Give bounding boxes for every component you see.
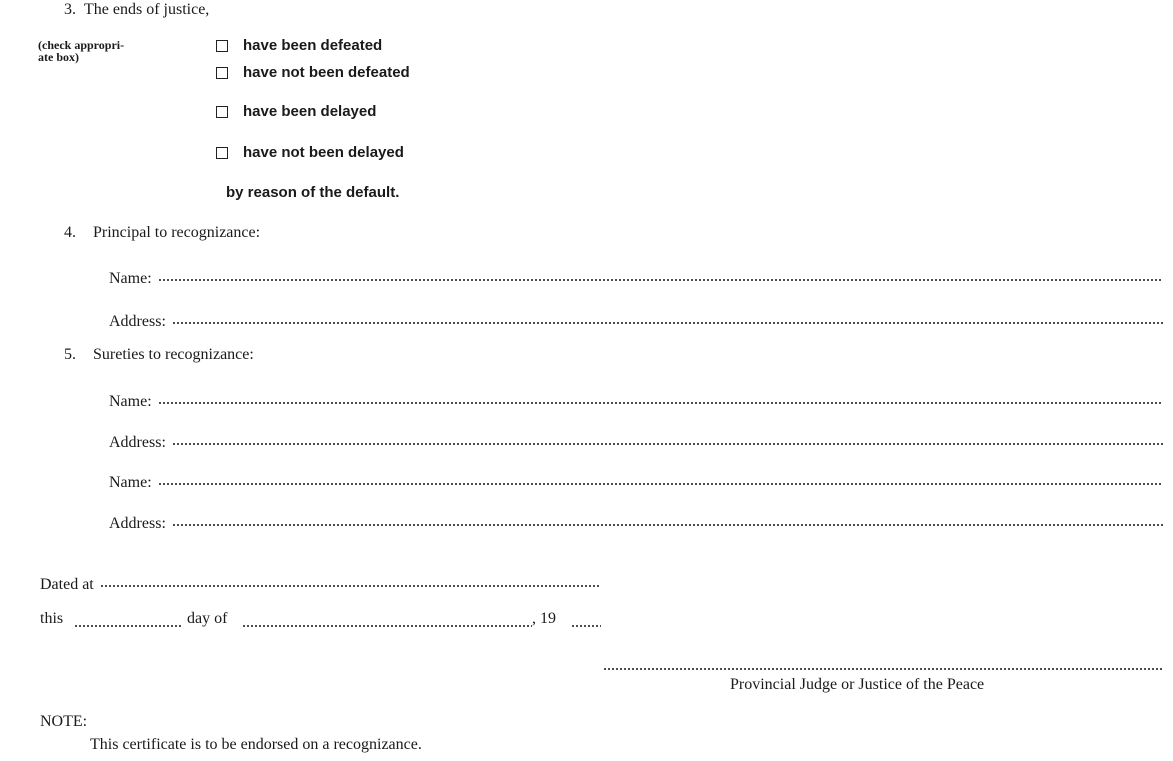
surety1-name-label: Name: xyxy=(109,393,152,410)
option-delayed-label: have been delayed xyxy=(243,103,377,120)
item-3-trailer: by reason of the default. xyxy=(226,184,400,201)
principal-address-label: Address: xyxy=(109,313,166,330)
surety1-name-field[interactable] xyxy=(109,386,1163,410)
principal-address-field[interactable] xyxy=(109,306,1163,330)
month-line[interactable] xyxy=(242,609,532,629)
dated-day-of-label: day of xyxy=(187,610,228,627)
option-not-defeated-label: have not been defeated xyxy=(243,64,410,81)
surety2-name-field[interactable] xyxy=(109,467,1163,491)
surety2-address-field[interactable] xyxy=(109,508,1163,532)
checkbox-not-defeated[interactable] xyxy=(216,67,228,79)
dated-year-label: , 19 xyxy=(532,610,556,627)
surety1-address-field[interactable] xyxy=(109,427,1163,451)
signature-title: Provincial Judge or Justice of the Peace xyxy=(730,676,985,693)
year-line[interactable] xyxy=(571,609,601,629)
dated-this-label: this xyxy=(40,610,64,627)
surety2-name-line[interactable] xyxy=(158,467,1163,487)
item-3-heading: The ends of justice, xyxy=(84,1,210,18)
option-defeated-label: have been defeated xyxy=(243,37,383,54)
surety2-address-label: Address: xyxy=(109,515,166,532)
checkbox-not-delayed[interactable] xyxy=(216,147,228,159)
dated-at-field[interactable] xyxy=(40,569,600,593)
principal-name-field[interactable] xyxy=(109,263,1163,287)
dated-at-line[interactable] xyxy=(100,569,600,589)
surety2-name-label: Name: xyxy=(109,474,152,491)
item-4-number: 4. xyxy=(64,224,76,241)
day-line[interactable] xyxy=(74,609,182,629)
surety1-address-label: Address: xyxy=(109,434,166,451)
note-text: This certificate is to be endorsed on a recognizance. xyxy=(90,736,422,753)
signature-line[interactable] xyxy=(603,652,1162,672)
item-5-number: 5. xyxy=(64,346,76,363)
checkbox-delayed[interactable] xyxy=(216,106,228,118)
item-4-heading: Principal to recognizance: xyxy=(93,224,261,241)
checkbox-defeated[interactable] xyxy=(216,40,228,52)
dated-at-label: Dated at xyxy=(40,576,94,593)
note-label: NOTE: xyxy=(40,713,88,730)
principal-name-label: Name: xyxy=(109,270,152,287)
principal-name-line[interactable] xyxy=(158,263,1163,283)
item-3-number: 3. xyxy=(64,1,76,18)
surety1-address-line[interactable] xyxy=(172,427,1163,447)
principal-address-line[interactable] xyxy=(172,306,1163,326)
item-3-side-note: (check appropri- ate box) xyxy=(38,38,125,64)
option-not-delayed-label: have not been delayed xyxy=(243,144,404,161)
item-5-heading: Sureties to recognizance: xyxy=(93,346,254,363)
surety2-address-line[interactable] xyxy=(172,508,1163,528)
surety1-name-line[interactable] xyxy=(158,386,1163,406)
